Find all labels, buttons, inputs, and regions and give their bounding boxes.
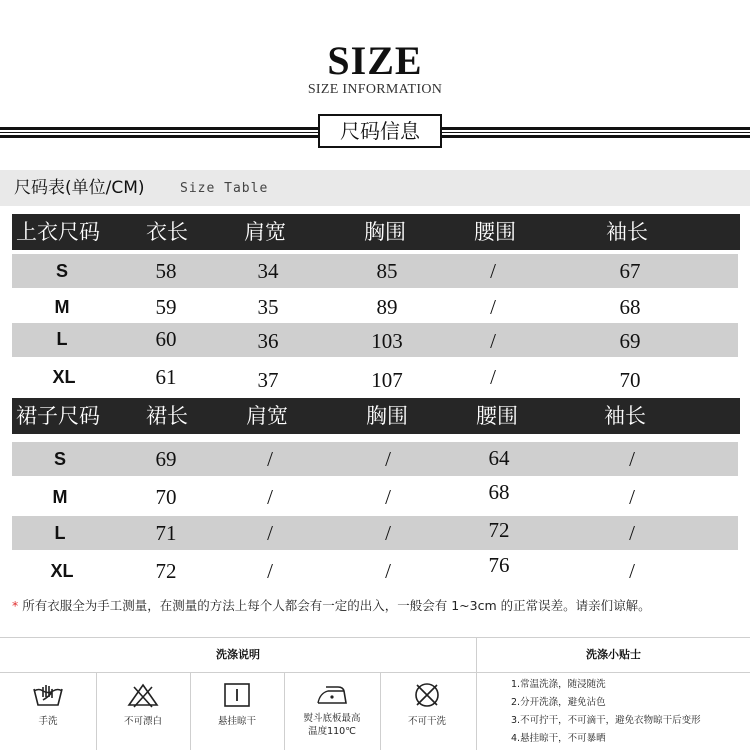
table-cell: 68: [488, 480, 510, 504]
table-cell: 71: [155, 521, 177, 545]
table-cell: /: [385, 559, 391, 583]
care-label: 手洗: [38, 716, 58, 727]
care-label: 不可漂白: [123, 716, 162, 727]
header-cell: 上衣尺码: [16, 220, 100, 244]
table-cell: 36: [257, 329, 279, 353]
care-section: [0, 637, 750, 750]
size-cell: S: [53, 449, 66, 469]
table-cell: /: [490, 295, 496, 319]
table-cell: 72: [488, 518, 510, 542]
care-item: [191, 681, 283, 728]
size-cell: XL: [50, 561, 74, 581]
header-cell: 胸围: [364, 220, 406, 244]
table-cell: /: [267, 447, 273, 471]
care-item: [2, 681, 94, 728]
table-cell: 70: [155, 485, 177, 509]
table-cell: /: [629, 521, 635, 545]
table-cell: 69: [619, 329, 641, 353]
table-cell: /: [385, 447, 391, 471]
table-cell: 35: [257, 295, 279, 319]
header-cell: 腰围: [476, 404, 518, 428]
table-cell: 60: [155, 327, 177, 351]
size-cell: L: [54, 523, 66, 543]
table-cell: /: [267, 521, 273, 545]
table-cell: 69: [155, 447, 177, 471]
hand-wash-icon: [31, 681, 65, 709]
table-cell: 59: [155, 295, 177, 319]
no-dry-clean-icon: [410, 681, 444, 709]
header-cell: 裙长: [146, 404, 188, 428]
note-star: *: [12, 598, 19, 613]
table-cell: /: [629, 559, 635, 583]
table-cell: /: [385, 521, 391, 545]
size-cell: L: [56, 329, 68, 349]
size-cell: M: [52, 487, 68, 507]
section-badge: 尺码信息: [318, 114, 442, 148]
tip-item: 2.分开洗涤，避免沾色: [511, 697, 606, 708]
size-cell: M: [54, 297, 70, 317]
table-cell: /: [267, 559, 273, 583]
tips-title: 洗涤小贴士: [586, 648, 641, 661]
care-label: 熨斗底板最高: [303, 713, 361, 724]
note-text: 所有衣服全为手工测量，在测量的方法上每个人都会有一定的出入，一般会有 1~3cm 的正常误差。请亲们谅解。: [22, 598, 651, 613]
table-cell: /: [267, 485, 273, 509]
care-item: [97, 681, 189, 728]
no-bleach-icon: [126, 681, 160, 709]
header-cell: 胸围: [366, 404, 408, 428]
iron-icon: [314, 681, 350, 709]
table-cell: 61: [155, 365, 177, 389]
care-title: 洗涤说明: [216, 648, 260, 661]
table-cell: 64: [488, 446, 510, 470]
page-title: SIZE: [327, 38, 423, 83]
divider: [284, 672, 285, 750]
table-cell: 72: [155, 559, 177, 583]
size-cell: XL: [52, 367, 76, 387]
table-cell: /: [490, 329, 496, 353]
header-cell: 裙子尺码: [16, 404, 100, 428]
header-cell: 袖长: [604, 404, 646, 428]
size-cell: S: [55, 261, 68, 281]
table-cell: /: [385, 485, 391, 509]
hang-dry-icon: [220, 681, 254, 709]
table-cell: 76: [488, 553, 510, 577]
table-cell: 67: [619, 259, 641, 283]
table-cell: 58: [155, 259, 177, 283]
page-subtitle: SIZE INFORMATION: [307, 82, 443, 97]
table-cell: 89: [376, 295, 398, 319]
table-cell: /: [629, 485, 635, 509]
divider: [0, 672, 750, 673]
care-item: [286, 681, 378, 738]
table-cell: 107: [371, 368, 403, 392]
header-cell: 袖长: [606, 220, 648, 244]
header-cell: 肩宽: [244, 220, 286, 244]
table-cell: /: [490, 365, 496, 389]
divider: [0, 637, 750, 638]
table-cell: /: [490, 259, 496, 283]
table-cell: 34: [257, 259, 279, 283]
size-table-label: 尺码表(单位/CM): [14, 178, 145, 198]
table-cell: 85: [376, 259, 398, 283]
tip-item: 3.不可拧干，不可滴干，避免衣物晾干后变形: [511, 715, 701, 726]
measurement-note: [12, 598, 651, 614]
header-cell: 腰围: [474, 220, 516, 244]
tip-item: 1.常温洗涤，随浸随洗: [511, 679, 606, 690]
care-label: 温度110℃: [308, 726, 356, 737]
table-cell: 103: [371, 329, 403, 353]
size-table-label-en: Size Table: [180, 181, 269, 196]
header-cell: 肩宽: [246, 404, 288, 428]
table-cell: 68: [619, 295, 641, 319]
table-cell: /: [629, 447, 635, 471]
care-label: 不可干洗: [407, 716, 446, 727]
tip-item: 4.悬挂晾干，不可暴晒: [511, 733, 606, 744]
table-cell: 70: [619, 368, 641, 392]
care-item: [381, 681, 473, 728]
header-cell: 衣长: [146, 220, 188, 244]
table-cell: 37: [257, 368, 279, 392]
care-label: 悬挂晾干: [217, 716, 256, 727]
